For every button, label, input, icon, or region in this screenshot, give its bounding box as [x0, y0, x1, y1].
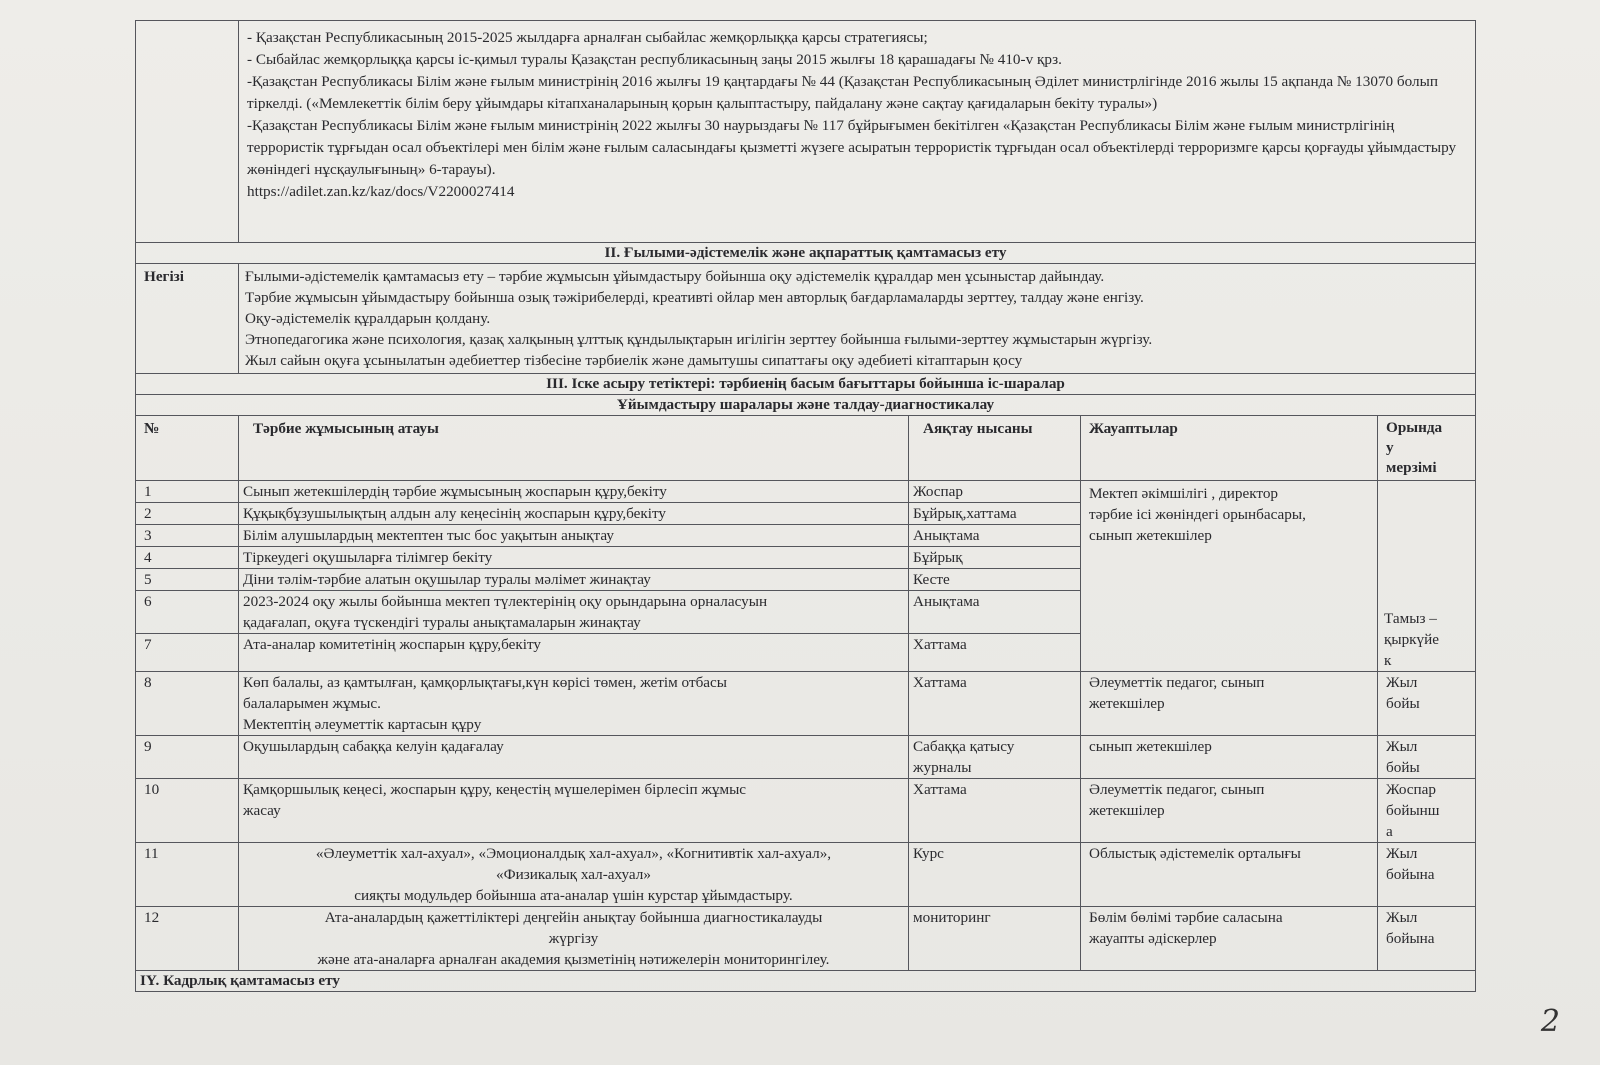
row-name-line: «Физикалық хал-ахуал» — [496, 866, 651, 883]
row-name — [239, 907, 909, 971]
row-deadline — [1378, 672, 1476, 736]
deadline-line: бойынш — [1386, 802, 1440, 819]
reference-link[interactable]: https://adilet.zan.kz/kaz/docs/V2200027414 — [247, 183, 515, 200]
deadline-line: бойы — [1386, 759, 1420, 776]
basis-line: Жыл сайын оқуға ұсынылатын әдебиеттер тізбесіне тәрбиелік және дамытушы сипаттағы оқу әдебиеті кітаптарын қосу — [245, 352, 1023, 369]
row-name-line: қадағалап, оқуға түскендігі туралы анықтамаларын жинақтау — [243, 614, 641, 631]
row-num: 4 — [136, 547, 239, 569]
deadline-line: Тамыз – — [1384, 610, 1437, 627]
deadline-line: к — [1384, 652, 1392, 669]
deadline-header-line: у — [1386, 439, 1394, 456]
table-row — [136, 672, 1476, 736]
row-num: 12 — [136, 907, 239, 971]
row-name: Ата-аналар комитетінің жоспарын құру,бекіту — [239, 634, 909, 672]
reference-line: - Сыбайлас жемқорлыққа қарсы іс-қимыл туралы Қазақстан республикасының заңы 2015 жылғы 18 қарашадағы № 410-v қрз. — [247, 51, 1062, 68]
row-name: Тіркеудегі оқушыларға тілімгер бекіту — [239, 547, 909, 569]
deadline-line: бойы — [1386, 695, 1420, 712]
row-form: мониторинг — [909, 907, 1081, 971]
references-empty-cell — [136, 21, 239, 243]
col-header-responsible: Жауаптылар — [1081, 416, 1378, 481]
responsible-line: Әлеуметтік педагог, сынып — [1089, 781, 1265, 798]
section-2-title: II. Ғылыми-әдістемелік және ақпараттық қамтамасыз ету — [136, 243, 1476, 264]
col-header-form: Аяқтау нысаны — [909, 416, 1081, 481]
row-name — [239, 843, 909, 907]
row-responsible: сынып жетекшілер — [1081, 736, 1378, 779]
row-deadline — [1378, 843, 1476, 907]
section-2-basis-row — [136, 264, 1476, 374]
responsible-line: Мектеп әкімшілігі , директор — [1089, 485, 1279, 502]
row-num: 6 — [136, 591, 239, 634]
row-name-line: Қамқоршылық кеңесі, жоспарын құру, кеңестің мүшелерімен бірлесіп жұмыс — [243, 781, 747, 798]
row-name-line: сияқты модульдер бойынша ата-аналар үшін курстар ұйымдастыру. — [354, 887, 793, 904]
table-row — [136, 907, 1476, 971]
basis-line: Ғылыми-әдістемелік қамтамасыз ету – тәрбие жұмысын ұйымдастыру бойынша оқу әдістемелік құралдар мен ұсыныстар дайындау. — [245, 268, 1105, 285]
responsible-line: жетекшілер — [1089, 802, 1165, 819]
basis-line: Тәрбие жұмысын ұйымдастыру бойынша озық тәжірибелерді, креативті ойлар мен авторлық бағдарламаларды зерттеу, талдау және енгізу. — [245, 289, 1144, 306]
row-form: Курс — [909, 843, 1081, 907]
row-form: Жоспар — [909, 481, 1081, 503]
section-4-title: IY. Кадрлық қамтамасыз ету — [136, 971, 1476, 992]
row-name-line: жүргізу — [548, 930, 599, 947]
row-name — [239, 779, 909, 843]
col-header-deadline — [1378, 416, 1476, 481]
col-header-name: Тәрбие жұмысының атауы — [239, 416, 909, 481]
reference-line: -Қазақстан Республикасы Білім және ғылым министрінің 2016 жылғы 19 қаңтардағы № 44 (Қазақстан Республикасының Әділет министрлігінде 2016 жылы 15 ақпанда № 13070 болып тіркелді. («Мемлекеттік білім беру ұйымдары кітапханаларының қорын қалыптастыру, пайдалану және сақтау қағидаларын бекіту туралы») — [247, 73, 1438, 112]
row-form: Хаттама — [909, 779, 1081, 843]
row-num: 2 — [136, 503, 239, 525]
form-line: Сабаққа қатысу — [913, 738, 1015, 755]
row-name-line: жасау — [243, 802, 281, 819]
group-deadline — [1378, 481, 1476, 672]
row-responsible — [1081, 779, 1378, 843]
group-responsible — [1081, 481, 1378, 672]
row-num: 5 — [136, 569, 239, 591]
page-number: 2 — [1540, 1004, 1560, 1039]
deadline-header-line: мерзімі — [1386, 459, 1437, 476]
references-cell — [239, 21, 1476, 243]
row-name: Діни тәлім-тәрбие алатын оқушылар туралы мәлімет жинақтау — [239, 569, 909, 591]
row-num: 8 — [136, 672, 239, 736]
row-form — [909, 736, 1081, 779]
row-deadline — [1378, 907, 1476, 971]
deadline-line: Жыл — [1386, 674, 1418, 691]
row-name-line: Мектептің әлеуметтік картасын құру — [243, 716, 482, 733]
row-name-line: «Әлеуметтік хал-ахуал», «Эмоционалдық хал-ахуал», «Когнитивтік хал-ахуал», — [315, 845, 832, 862]
basis-label: Негізі — [136, 264, 239, 374]
row-name-line: балаларымен жұмыс. — [243, 695, 381, 712]
references-row — [136, 21, 1476, 243]
reference-line: - Қазақстан Республикасының 2015-2025 жылдарға арналған сыбайлас жемқорлыққа қарсы стратегиясы; — [247, 29, 928, 46]
reference-line: -Қазақстан Республикасы Білім және ғылым министрінің 2022 жылғы 30 наурыздағы № 117 бұйрығымен бекітілген «Қазақстан Республикасы Білім және ғылым министрлігінің террористік тұрғыдан осал объектілері мен білім және ғылым саласындағы қызметті жүзеге асыратын террористік тұрғыдан осал объектілерді терроризмге қарсы қорғауды ұйымдастыру жөніндегі нұсқаулығының» 6-тарауы). — [247, 117, 1457, 178]
deadline-line: а — [1386, 823, 1393, 840]
row-name-line: 2023-2024 оқу жылы бойынша мектеп түлектерінің оқу орындарына орналасуын — [243, 593, 768, 610]
deadline-line: Жоспар — [1386, 781, 1437, 798]
row-responsible — [1081, 907, 1378, 971]
row-name — [239, 672, 909, 736]
row-num: 10 — [136, 779, 239, 843]
basis-line: Оқу-әдістемелік құралдарын қолдану. — [245, 310, 491, 327]
plan-table — [135, 20, 1476, 992]
row-responsible — [1081, 672, 1378, 736]
row-form: Бұйрық,хаттама — [909, 503, 1081, 525]
row-name: Білім алушылардың мектептен тыс бос уақытын анықтау — [239, 525, 909, 547]
row-name: Сынып жетекшілердің тәрбие жұмысының жоспарын құру,бекіту — [239, 481, 909, 503]
section-3-subtitle: Ұйымдастыру шаралары және талдау-диагностикалау — [136, 395, 1476, 416]
row-num: 1 — [136, 481, 239, 503]
responsible-line: жауапты әдіскерлер — [1089, 930, 1217, 947]
section-3-title: III. Іске асыру тетіктері: тәрбиенің басым бағыттары бойынша іс-шаралар — [136, 374, 1476, 395]
deadline-line: Жыл — [1386, 909, 1418, 926]
row-form: Анықтама — [909, 591, 1081, 634]
row-form: Хаттама — [909, 672, 1081, 736]
row-name — [239, 591, 909, 634]
responsible-line: Әлеуметтік педагог, сынып — [1089, 674, 1265, 691]
responsible-line: сынып жетекшілер — [1089, 527, 1212, 544]
col-header-num: № — [136, 416, 239, 481]
table-row — [136, 481, 1476, 503]
row-form: Анықтама — [909, 525, 1081, 547]
responsible-line: Бөлім бөлімі тәрбие саласына — [1089, 909, 1283, 926]
row-form: Хаттама — [909, 634, 1081, 672]
row-name: Құқықбұзушылықтың алдын алу кеңесінің жоспарын құру,бекіту — [239, 503, 909, 525]
basis-line: Этнопедагогика және психология, қазақ халқының ұлттық құндылықтарын игілігін зерттеу бойынша ғылыми-зерттеу жұмыстарын жүргізу. — [245, 331, 1153, 348]
row-num: 3 — [136, 525, 239, 547]
table-row — [136, 779, 1476, 843]
row-num: 9 — [136, 736, 239, 779]
basis-text — [239, 264, 1476, 374]
row-responsible: Облыстық әдістемелік орталығы — [1081, 843, 1378, 907]
deadline-line: Жыл — [1386, 845, 1418, 862]
row-deadline — [1378, 779, 1476, 843]
row-deadline — [1378, 736, 1476, 779]
row-name-line: Көп балалы, аз қамтылған, қамқорлықтағы,күн көрісі төмен, жетім отбасы — [243, 674, 727, 691]
row-num: 7 — [136, 634, 239, 672]
deadline-line: бойына — [1386, 930, 1435, 947]
table-row — [136, 843, 1476, 907]
table-header-row — [136, 416, 1476, 481]
row-form: Кесте — [909, 569, 1081, 591]
form-line: журналы — [913, 759, 972, 776]
deadline-line: қыркүйе — [1384, 631, 1440, 648]
deadline-line: Жыл — [1386, 738, 1418, 755]
row-name-line: және ата-аналарға арналған академия қызметінің нәтижелерін мониторингілеу. — [317, 951, 830, 968]
responsible-line: жетекшілер — [1089, 695, 1165, 712]
deadline-header-line: Орында — [1386, 419, 1443, 436]
row-name-line: Ата-аналардың қажеттіліктері деңгейін анықтау бойынша диагностикалауды — [324, 909, 823, 926]
table-row — [136, 736, 1476, 779]
row-num: 11 — [136, 843, 239, 907]
deadline-line: бойына — [1386, 866, 1435, 883]
row-name: Оқушылардың сабаққа келуін қадағалау — [239, 736, 909, 779]
responsible-line: тәрбие ісі жөніндегі орынбасары, — [1089, 506, 1306, 523]
row-form: Бұйрық — [909, 547, 1081, 569]
